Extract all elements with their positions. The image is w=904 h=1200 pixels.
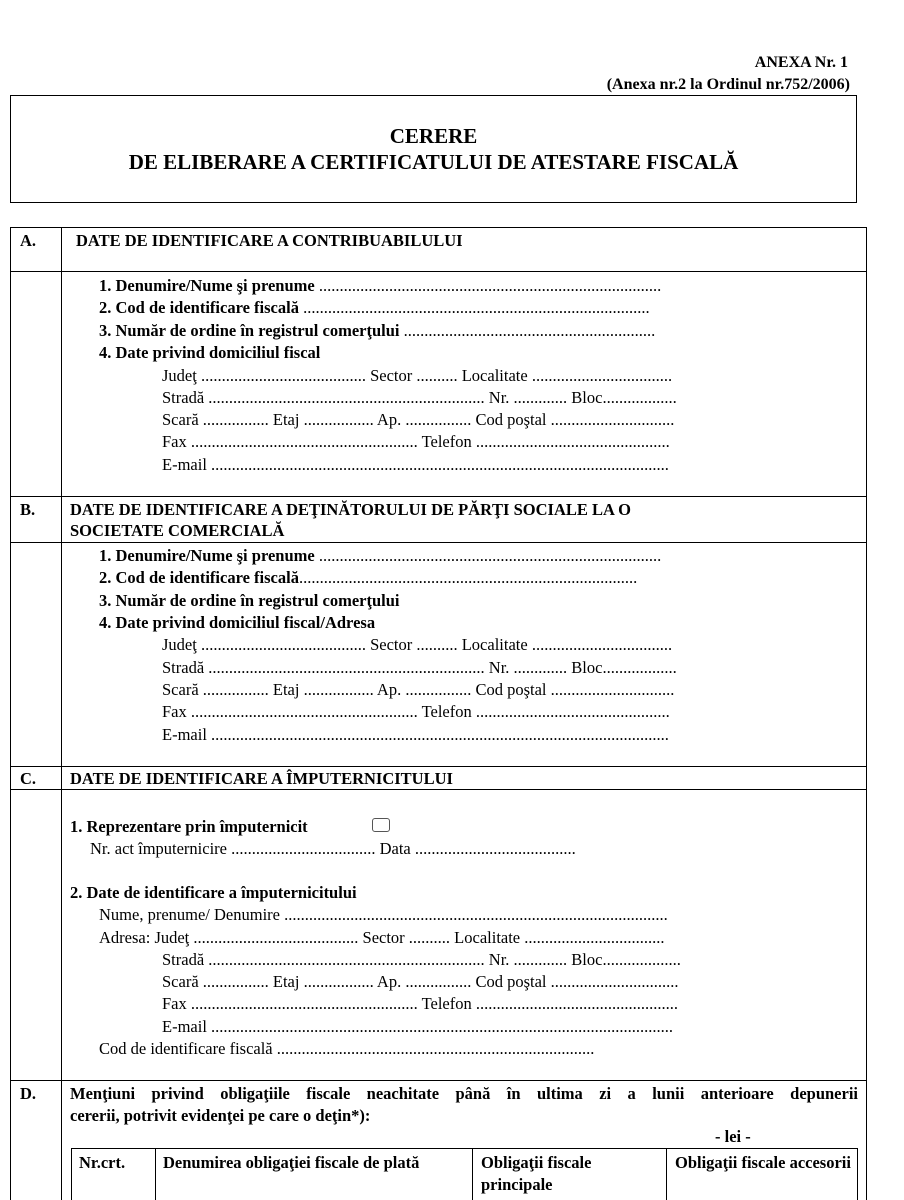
table-line [71, 1148, 72, 1200]
representation-checkbox[interactable] [372, 818, 390, 832]
grid-line [10, 542, 867, 543]
section-b-address-email: E-mail ............................................................................................................... [162, 725, 669, 744]
section-c-cif-line: Cod de identificare fiscală ............................................................................. [99, 1039, 595, 1058]
title-box [10, 95, 857, 203]
section-a-item-cif: 2. Cod de identificare fiscală .................................................................................... [99, 298, 650, 317]
section-b-address-county: Judeţ ........................................ Sector .......... Localitate .................................. [162, 635, 673, 654]
section-a-item-domicile: 4. Date privind domiciliul fiscal [99, 343, 321, 362]
table-line [155, 1148, 156, 1200]
form-title: CERERE [389, 124, 478, 148]
section-c-name-line: Nume, prenume/ Denumire ............................................................................................. [99, 905, 668, 924]
section-c-address-fax: Fax ....................................................... Telefon ................................................. [162, 994, 678, 1013]
section-a-address-stair: Scară ................ Etaj ................. Ap. ................ Cod poştal .............................. [162, 410, 675, 429]
form-subtitle: DE ELIBERARE A CERTIFICATULUI DE ATESTARE FISCALĂ [128, 150, 739, 174]
section-a-address-fax: Fax ....................................................... Telefon ............................................... [162, 432, 670, 451]
grid-line [10, 766, 867, 767]
section-c-id-heading: 2. Date de identificare a împuternicitului [70, 883, 357, 902]
table-header-nr: Nr.crt. [79, 1153, 126, 1172]
grid-line [10, 271, 867, 272]
section-c-address-county: Adresa: Judeţ ........................................ Sector .......... Localitate .................................. [99, 928, 665, 947]
section-d-letter: D. [20, 1084, 37, 1103]
annex-reference: (Anexa nr.2 la Ordinul nr.752/2006) [606, 76, 850, 93]
table-line [666, 1148, 667, 1200]
grid-divider-column [61, 227, 62, 1200]
section-a-item-registry: 3. Număr de ordine în registrul comerţului ............................................................. [99, 321, 656, 340]
section-a-address-street: Stradă ................................................................... Nr. ............. Bloc.................. [162, 388, 677, 407]
section-b-heading-line1: DATE DE IDENTIFICARE A DEŢINĂTORULUI DE PĂRŢI SOCIALE LA O [70, 500, 631, 519]
section-a-letter: A. [20, 231, 37, 250]
section-b-item-domicile: 4. Date privind domiciliul fiscal/Adresa [99, 613, 376, 632]
section-c-address-street: Stradă ................................................................... Nr. ............. Bloc................... [162, 950, 681, 969]
table-header-accessory: Obligaţii fiscale accesorii [675, 1153, 851, 1172]
section-b-address-fax: Fax ....................................................... Telefon ............................................... [162, 702, 670, 721]
section-a-item-name: 1. Denumire/Nume şi prenume ................................................................................... [99, 276, 662, 295]
section-c-letter: C. [20, 769, 37, 788]
grid-line [10, 227, 867, 228]
table-line [472, 1148, 473, 1200]
grid-border-left [10, 227, 11, 1200]
section-b-letter: B. [20, 500, 36, 519]
table-header-obligation: Denumirea obligaţiei fiscale de plată [163, 1153, 420, 1172]
section-c-address-email: E-mail ................................................................................................................ [162, 1017, 674, 1036]
annex-number: ANEXA Nr. 1 [754, 54, 848, 71]
section-d-heading-line2: cererii, potrivit evidenţei pe care o deţin*): [70, 1106, 371, 1125]
section-a-address-email: E-mail ............................................................................................................... [162, 455, 669, 474]
section-a-address-county: Judeţ ........................................ Sector .......... Localitate .................................. [162, 366, 673, 385]
section-b-item-cif: 2. Cod de identificare fiscală.................................................................................. [99, 568, 638, 587]
currency-label: - lei - [715, 1127, 751, 1146]
table-line [857, 1148, 858, 1200]
grid-line [10, 1080, 867, 1081]
section-c-representation-label: 1. Reprezentare prin împuternicit [70, 817, 308, 836]
section-b-item-name: 1. Denumire/Nume şi prenume ................................................................................... [99, 546, 662, 565]
table-line [71, 1148, 858, 1149]
section-d-heading-line1: Menţiuni privind obligaţiile fiscale neachitate până în ultima zi a lunii anterioare depunerii [70, 1084, 858, 1103]
section-c-act-line: Nr. act împuternicire ................................... Data ....................................... [90, 839, 576, 858]
section-a-heading: DATE DE IDENTIFICARE A CONTRIBUABILULUI [76, 231, 463, 250]
section-c-address-stair: Scară ................ Etaj ................. Ap. ................ Cod poştal ............................... [162, 972, 679, 991]
section-b-address-street: Stradă ................................................................... Nr. ............. Bloc.................. [162, 658, 677, 677]
section-b-item-registry: 3. Număr de ordine în registrul comerţului [99, 591, 400, 610]
grid-line [10, 496, 867, 497]
section-c-heading: DATE DE IDENTIFICARE A ÎMPUTERNICITULUI [70, 769, 453, 788]
table-header-principal: Obligaţii fiscale principale [481, 1153, 592, 1194]
section-b-address-stair: Scară ................ Etaj ................. Ap. ................ Cod poştal .............................. [162, 680, 675, 699]
section-b-heading-line2: SOCIETATE COMERCIALĂ [70, 521, 285, 540]
grid-border-right [866, 227, 867, 1200]
